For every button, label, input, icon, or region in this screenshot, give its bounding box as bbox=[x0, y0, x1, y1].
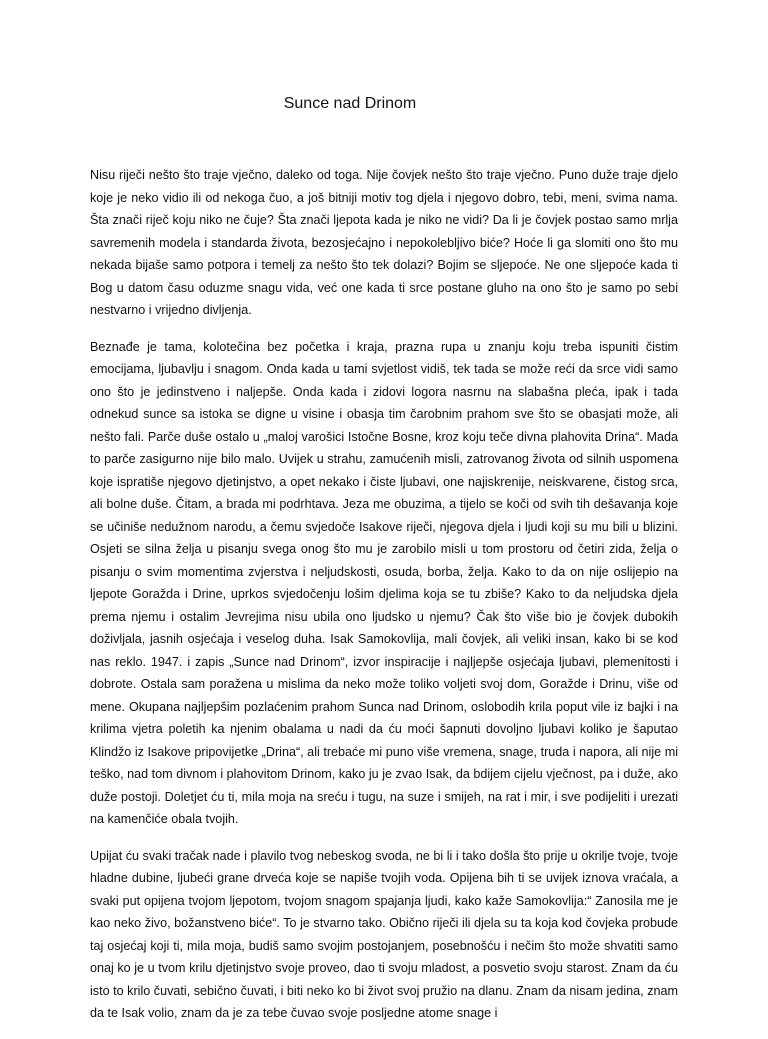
document-body bbox=[90, 164, 678, 1039]
paragraph: Upijat ću svaki tračak nade i plavilo tvog nebeskog svoda, ne bi li i tako došla što prije u okrilje tvoje, tvoje hladne dubine, ljubeći grane drveća koje se napiše tvojih voda. Opijena bih ti se uvijek iznova vraćala, a svaki put opijena tvojom ljepotom, tvojom snagom spajanja ljudi, kako kaže Samokovlija:“ Zanosila me je kao neko živo, božanstveno biće“. To je stvarno tako. Obično riječi ili djela su ta koja kod čovjeka probude taj osjećaj koji ti, mila moja, budiš samo svojim postojanjem, posebnošću i nečim što može shvatiti samo onaj ko je u tvom krilu djetinjstvo svoje proveo, dao ti svoju mladost, a posvetio svoju starost. Znam da ću isto to krilo čuvati, sebično čuvati, i biti neko ko bi život svoj pružio na dlanu. Znam da nisam jedina, znam da te Isak volio, znam da je za tebe čuvao svoje posljedne atome snage i bbox=[90, 848, 678, 1020]
paragraph: Beznađe je tama, kolotečina bez početka i kraja, prazna rupa u znanju koju treba ispuniti čistim emocijama, ljubavlju i snagom. Onda kada u tami svjetlost vidiš, tek tada se može reći da srce vidi samo ono što je jedinstveno i naljepše. Onda kada i zidovi logora nasrnu na slabašna pleća, ipak i tada odnekud sunce sa istoka se digne u visine i obasja tim čarobnim prahom sve što se obasjati može, ali nešto fali. Parče duše ostalo u „maloj varošici Istočne Bosne, kroz koju teče divna plahovita Drina“. Mada to parče zasigurno nije bilo malo. Uvijek u strahu, zamućenih misli, zatrovanog života od silnih uspomena koje ispratiše njegovo djetinjstvo, a opet nekako i čiste ljubavi, one najiskrenije, neiskvarene, čistog srca, ali bolne duše. Čitam, a brada mi podrhtava. Jeza me obuzima, a tijelo se koči od svih tih dešavanja koje se učiniše nedužnom narodu, a čemu svjedoče Isakove riječi, njegova djela i ljudi koji su mu bili u blizini. Osjeti se silna želja u pisanju svega onog što mu je zarobilo misli u tom prostoru od četiri zida, želja o pisanju o svim momentima zvjerstva i neljudskosti, osuda, borba, želja. Kako to da on nije oslijepio na ljepote Goražda i Drine, uprkos svjedočenju lošim djelima koja se tu zbiše? Kako to da neljudska djela prema njemu i ostalim Jevrejima nisu ubila ono ljudsko u njemu? Čak što više bio je čovjek dubokih doživljala, jasnih osjećaja i veselog duha. Isak Samokovlija, mali čovjek, ali veliki insan, kako bi se kod nas reklo. 1947. i zapis „Sunce nad Drinom“, izvor inspiracije i najljepše osjećaja ljubavi, plemenitosti i dobrote. Ostala sam poražena u mislima da neko može toliko voljeti svoj dom, Goražde i Drinu, više od mene. Okupana najljepšim pozlaćenim prahom Sunca nad Drinom, oslobodih krila poput vile iz bajki i na krilima vjetra poletih ka njenim obalama u nadi da ću moći šapnuti dovoljno ljubavi koliko je šaputao Klindžo iz Isakove pripovijetke „Drina“, ali trebaće mi puno više vremena, snage, truda i napora, ali nije mi teško, nad tom divnom i plahovitom Drinom, kako ju je zvao Isak, da bdijem cijelu vječnost, pa i duže, ako duže postoji. Doletjet ću ti, mila moja na sreću i tugu, na suze i smijeh, na rat i mir, i sve podijeliti i urezati na kamenčiće obala tvojih. bbox=[90, 339, 678, 826]
paragraph: Nisu riječi nešto što traje vječno, daleko od toga. Nije čovjek nešto što traje vječno. Puno duže traje djelo koje je neko vidio ili od nekoga čuo, a još bitniji motiv tog djela i njegovo dobro, tebi, meni, svima nama. Šta znači riječ koju niko ne čuje? Šta znači ljepota kada je niko ne vidi? Da li je čovjek postao samo mrlja savremenih modela i standarda života, bezosjećajno i nepokolebljivo biće? Hoće li ga slomiti ono što mu nekada bijaše samo potpora i temelj za nešto što tek dolazi? Bojim se sljepoće. Ne one sljepoće kada ti Bog u datom času oduzme snagu vida, već one kada ti srce postane gluho na ono što je samo po sebi nestvarno i vrijedno divljenja. bbox=[90, 168, 678, 317]
document-title: Sunce nad Drinom bbox=[283, 95, 417, 112]
